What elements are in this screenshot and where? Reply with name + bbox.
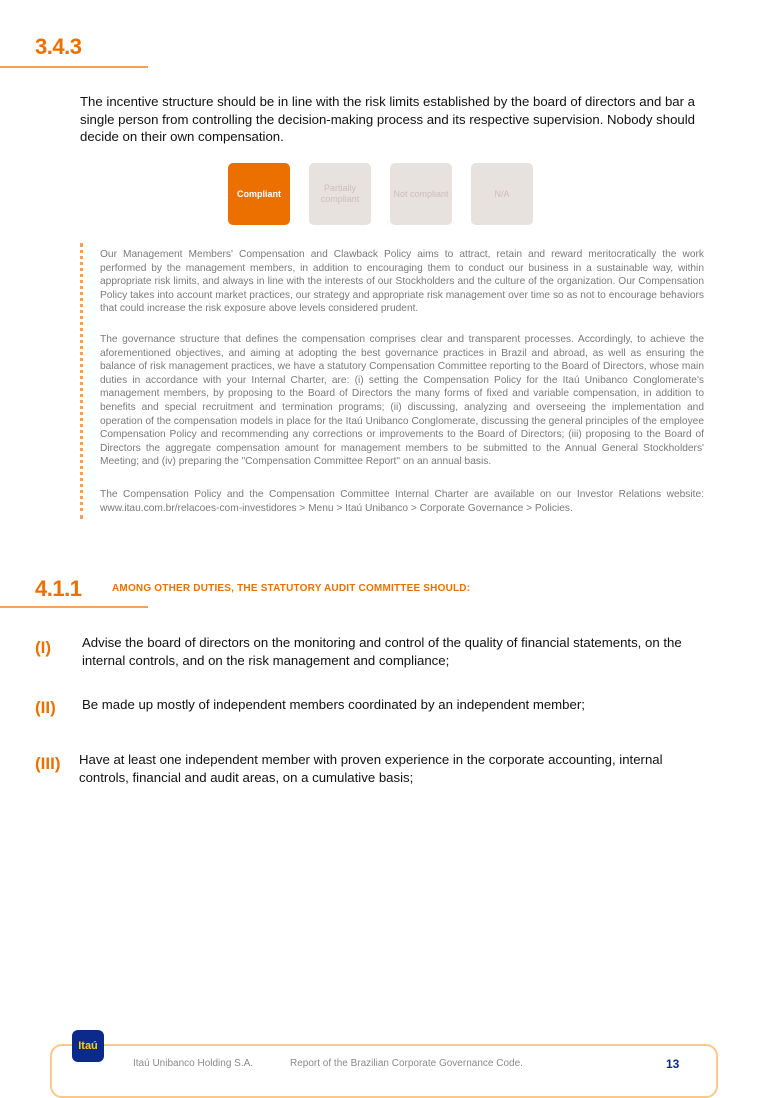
subsection-heading: AMONG OTHER DUTIES, THE STATUTORY AUDIT COMMITTEE SHOULD: <box>112 583 471 594</box>
page-number: 13 <box>666 1057 680 1071</box>
status-not-label: Not compliant <box>393 188 449 199</box>
footer-report-title: Report of the Brazilian Corporate Governance Code. <box>290 1058 523 1069</box>
section-number: 3.4.3 <box>35 34 82 59</box>
status-compliant-label: Compliant <box>237 188 281 199</box>
status-compliant <box>228 163 290 225</box>
itau-logo <box>72 1030 104 1062</box>
subsection-rule <box>0 606 148 608</box>
subsection-number: 4.1.1 <box>35 576 82 601</box>
status-na-label: N/A <box>494 188 510 199</box>
duty-text: Advise the board of directors on the monitoring and control of the quality of financial statements, on the internal controls, and on the risk management and compliance; <box>82 635 682 668</box>
explanation-paragraph-3: The Compensation Policy and the Compensation Committee Internal Charter are available on our Investor Relations website: www.itau.com.br/relacoes-com-investidores > Menu > Itaú Unibanco > Corporate Governance > Policies. <box>100 489 704 514</box>
logo-text: Itaú <box>78 1040 98 1052</box>
section-rule <box>0 66 148 68</box>
duty-number: (III) <box>35 754 61 773</box>
duty-number: (II) <box>35 698 56 717</box>
status-partially-label: Partially compliant <box>320 183 360 204</box>
duty-number: (I) <box>35 638 52 657</box>
status-not-compliant <box>390 163 452 225</box>
section-text: The incentive structure should be in line with the risk limits established by the board of directors and bar a single person from controlling the decision-making process and its respective supervision. Nobody should decide on their own compensation. <box>80 94 696 144</box>
explanation-paragraph-1: Our Management Members' Compensation and Clawback Policy aims to attract, retain and reward meritocratically the work performed by the management members, in addition to encouraging them to conduct our business in a sustainable way, within appropriate risk limits, and always in line with the interests of our Stockholders and the culture of the organization. Our Compensation Policy takes into account market practices, our strategy and appropriate risk management over time so as not to encourage behaviors that could increase the risk exposure above levels considered prudent. <box>100 249 704 315</box>
footer-company: Itaú Unibanco Holding S.A. <box>133 1058 254 1069</box>
status-partially-compliant <box>309 163 371 225</box>
duty-text: Have at least one independent member with proven experience in the corporate accounting, internal controls, financial and audit areas, on a cumulative basis; <box>79 752 663 785</box>
footer-frame <box>50 1044 718 1098</box>
explanation-accent-bar <box>80 243 83 519</box>
duty-text: Be made up mostly of independent members coordinated by an independent member; <box>82 697 585 712</box>
status-na <box>471 163 533 225</box>
explanation-paragraph-2: The governance structure that defines the compensation comprises clear and transparent processes. Accordingly, to achieve the aforementioned objectives, and aiming at adopting the best governance practices in Brazil and abroad, as well as ensuring the balance of risk management practices, we have a statutory Compensation Committee reporting to the Board of Directors, whose main duties in accordance with your Internal Charter, are: (i) setting the Compensation Policy for the Itaú Unibanco Conglomerate's management members, by proposing to the Board of Directors the many forms of fixed and variable compensation, in addition to benefits and special recruitment and termination programs; (ii) discussing, analyzing and overseeing the implementation and operation of the compensation models in place for the Itaú Unibanco Conglomerate, discussing the general principles of the employee Compensation Policy and recommending any corrections or improvements to the Board of Directors; (iii) proposing to the Board of Directors the aggregate compensation amount for management members to be submitted to the Annual General Stockholders' Meeting; and (iv) preparing the "Compensation Committee Report" on an annual basis. <box>100 334 704 468</box>
